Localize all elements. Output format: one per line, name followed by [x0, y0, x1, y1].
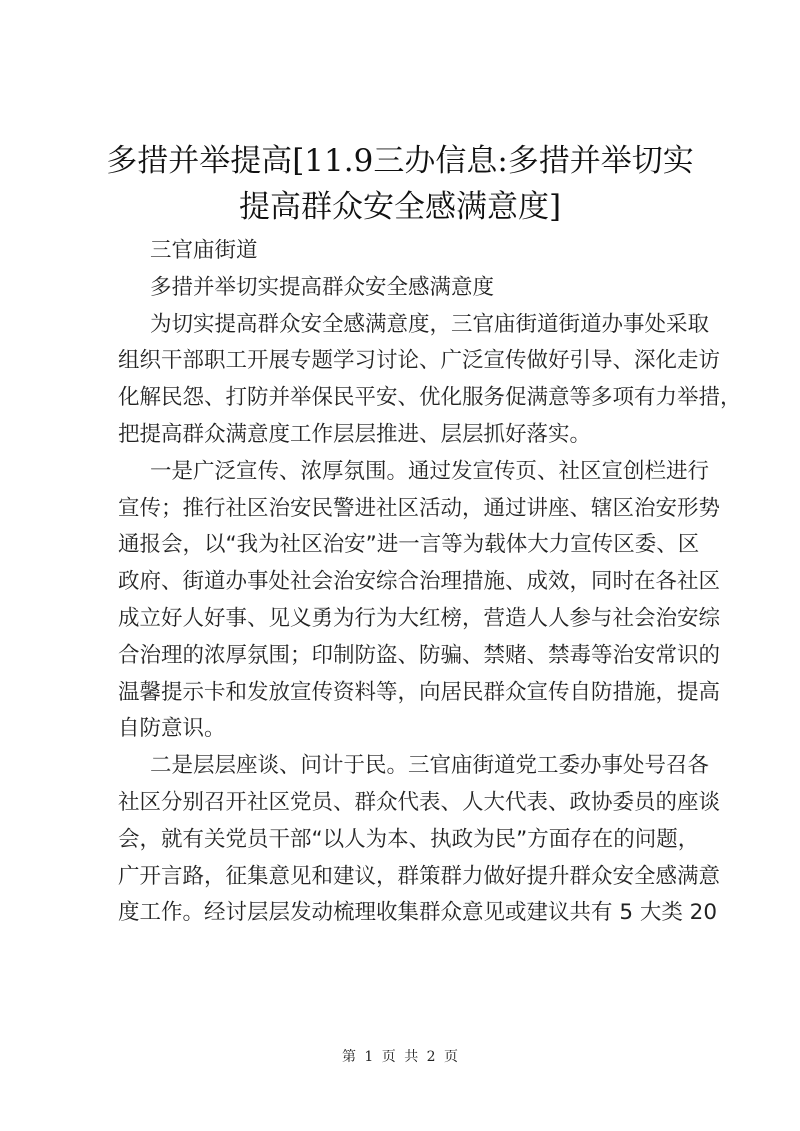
text-line: 三官庙街道 [150, 238, 258, 263]
text-line: 二是层层座谈、问计于民。三官庙街道党工委办事处号召各 [150, 753, 710, 779]
title-line-2: 提高群众安全感满意度] [238, 189, 562, 225]
text-line: 社区分别召开社区党员、群众代表、人大代表、政协委员的座谈 [118, 789, 721, 815]
text-line: 宣传；推行社区治安民警进社区活动，通过讲座、辖区治安形势 [118, 495, 721, 521]
text-line: 成立好人好事、见义勇为行为大红榜，营造人人参与社会治安综 [118, 605, 721, 631]
text-line: 广开言路，征集意见和建议，群策群力做好提升群众安全感满意 [118, 863, 721, 889]
text-line: 把提高群众满意度工作层层推进、层层抓好落实。 [118, 421, 592, 447]
title-line-1: 多措并举提高[11.9三办信息:多措并举切实 [106, 143, 694, 179]
text-line: 为切实提高群众安全感满意度，三官庙街道街道办事处采取 [150, 311, 710, 337]
document-body [118, 233, 742, 932]
text-line: 合治理的浓厚氛围；印制防盗、防骗、禁赌、禁毒等治安常识的 [118, 642, 721, 668]
text-line: 一是广泛宣传、浓厚氛围。通过发宣传页、社区宣创栏进行 [150, 458, 710, 484]
text-line: 自防意识。 [118, 716, 226, 742]
page-footer: 第 1 页 共 2 页 [341, 1049, 459, 1065]
document-title [80, 138, 720, 230]
text-line: 多措并举切实提高群众安全感满意度 [150, 274, 495, 300]
text-line: 温馨提示卡和发放宣传资料等，向居民群众宣传自防措施，提高 [118, 679, 721, 705]
text-line: 通报会，以“我为社区治安”进一言等为载体大力宣传区委、区 [118, 532, 700, 558]
text-line: 度工作。经讨层层发动梳理收集群众意见或建议共有 5 大类 20 [118, 900, 718, 926]
text-line: 政府、街道办事处社会治安综合治理措施、成效，同时在各社区 [118, 569, 721, 595]
text-line: 会，就有关党员干部“以人为本、执政为民”方面存在的问题， [118, 826, 700, 852]
text-line: 组织干部职工开展专题学习讨论、广泛宣传做好引导、深化走访 [118, 348, 721, 374]
text-line: 化解民怨、打防并举保民平安、优化服务促满意等多项有力举措， [118, 385, 742, 411]
